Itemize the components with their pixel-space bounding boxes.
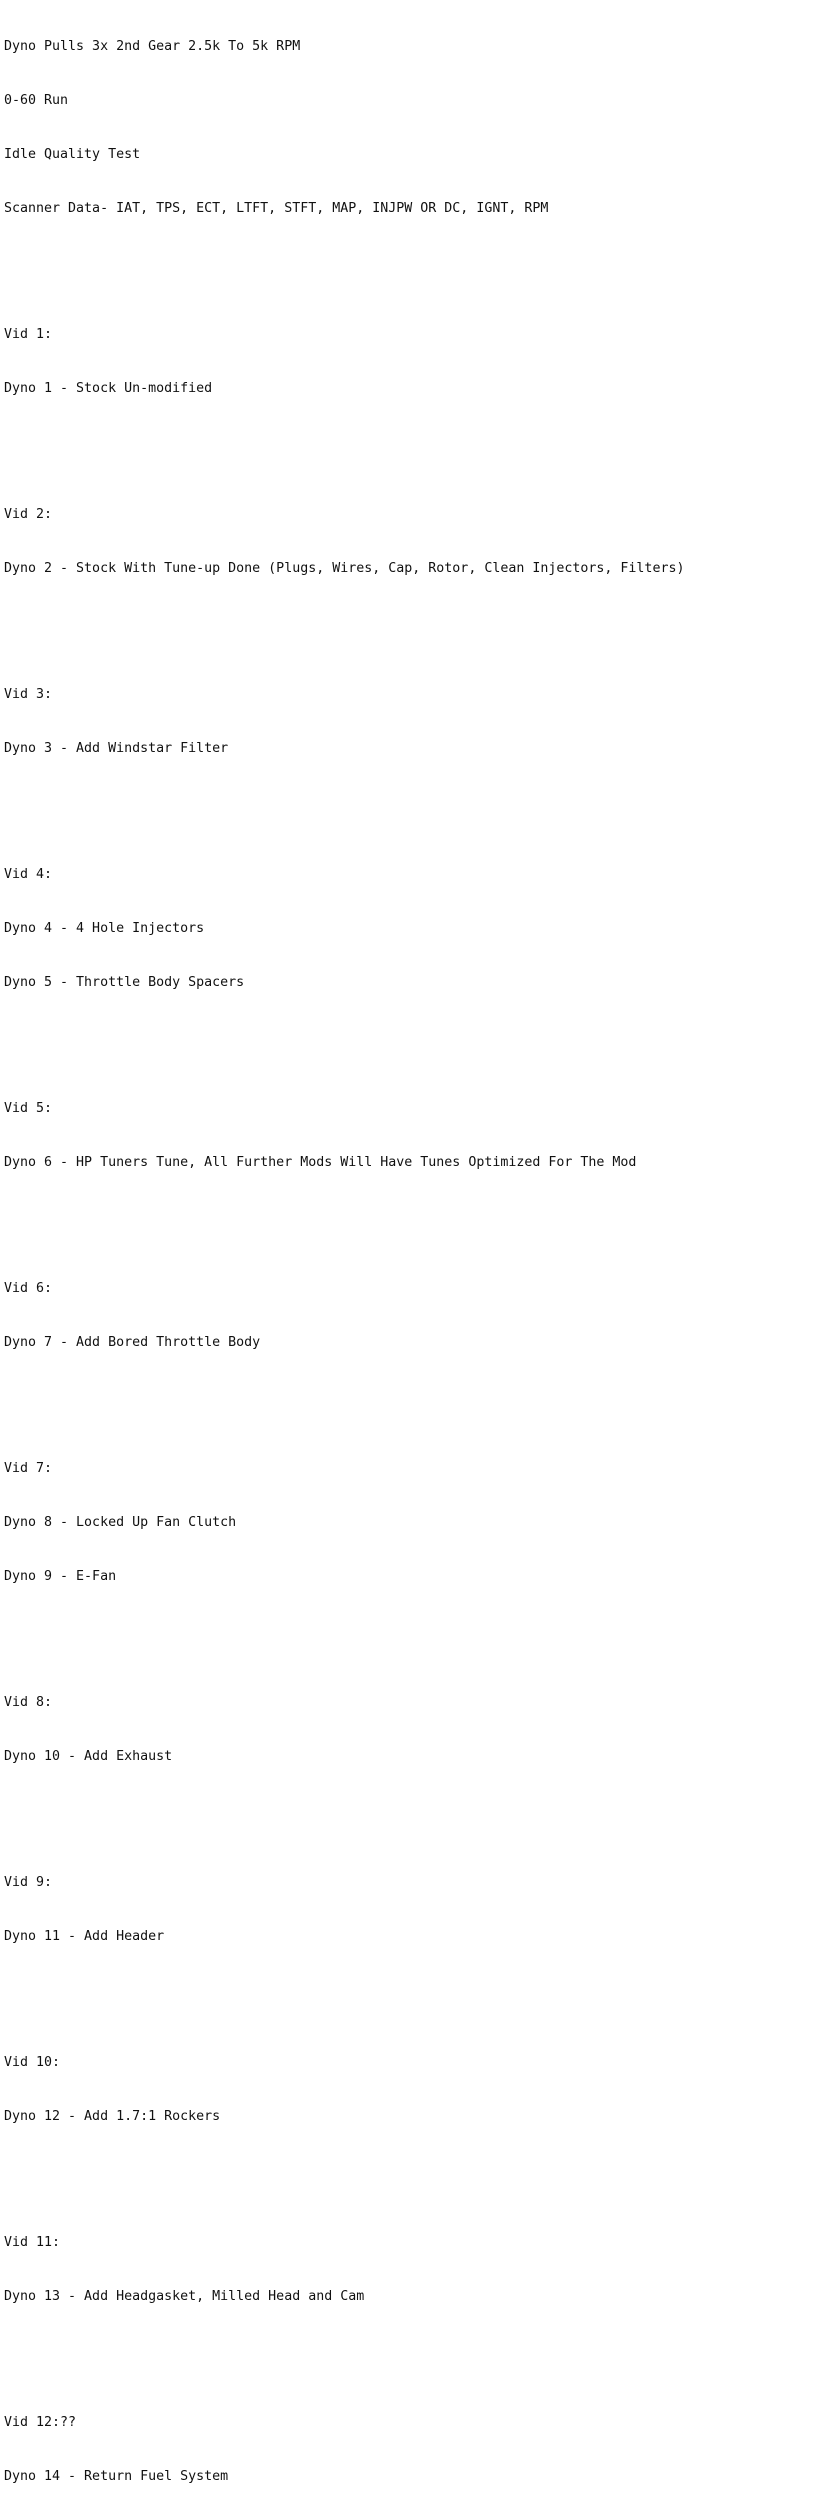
dyno-item: Dyno 7 - Add Bored Throttle Body <box>4 1335 261 1350</box>
dyno-item: Dyno 6 - HP Tuners Tune, All Further Mods Will Have Tunes Optimized For The Mod <box>4 1155 637 1170</box>
dyno-item: Dyno 4 - 4 Hole Injectors <box>4 921 205 936</box>
blank-line <box>4 2162 829 2180</box>
blank-line <box>4 1388 829 1406</box>
dyno-item: Dyno 9 - E-Fan <box>4 1569 117 1584</box>
blank-line <box>4 254 829 272</box>
intro-line: Dyno Pulls 3x 2nd Gear 2.5k To 5k RPM <box>4 39 301 54</box>
dyno-item: Dyno 13 - Add Headgasket, Milled Head and Cam <box>4 2289 365 2304</box>
vid-heading: Vid 4: <box>4 867 53 882</box>
dyno-item: Dyno 1 - Stock Un-modified <box>4 381 213 396</box>
intro-line: Idle Quality Test <box>4 147 141 162</box>
vid-heading: Vid 1: <box>4 327 53 342</box>
dyno-item: Dyno 10 - Add Exhaust <box>4 1749 173 1764</box>
blank-line <box>4 1208 829 1226</box>
vid-heading: Vid 8: <box>4 1695 53 1710</box>
intro-line: Scanner Data- IAT, TPS, ECT, LTFT, STFT, MAP, INJPW OR DC, IGNT, RPM <box>4 201 549 216</box>
dyno-item: Dyno 3 - Add Windstar Filter <box>4 741 229 756</box>
vid-heading: Vid 10: <box>4 2055 61 2070</box>
intro-line: 0-60 Run <box>4 93 69 108</box>
text-document[interactable] <box>4 2 829 2484</box>
vid-heading: Vid 2: <box>4 507 53 522</box>
dyno-item: Dyno 8 - Locked Up Fan Clutch <box>4 1515 237 1530</box>
vid-heading: Vid 12:?? <box>4 2415 77 2430</box>
vid-heading: Vid 7: <box>4 1461 53 1476</box>
dyno-item: Dyno 14 - Return Fuel System <box>4 2469 229 2484</box>
vid-heading: Vid 5: <box>4 1101 53 1116</box>
vid-heading: Vid 6: <box>4 1281 53 1296</box>
blank-line <box>4 434 829 452</box>
blank-line <box>4 1982 829 2000</box>
vid-heading: Vid 11: <box>4 2235 61 2250</box>
vid-heading: Vid 9: <box>4 1875 53 1890</box>
dyno-item: Dyno 12 - Add 1.7:1 Rockers <box>4 2109 221 2124</box>
blank-line <box>4 794 829 812</box>
blank-line <box>4 2342 829 2360</box>
blank-line <box>4 1802 829 1820</box>
blank-line <box>4 1028 829 1046</box>
blank-line <box>4 1622 829 1640</box>
dyno-item: Dyno 5 - Throttle Body Spacers <box>4 975 245 990</box>
vid-heading: Vid 3: <box>4 687 53 702</box>
blank-line <box>4 614 829 632</box>
dyno-item: Dyno 2 - Stock With Tune-up Done (Plugs, Wires, Cap, Rotor, Clean Injectors, Filters) <box>4 561 685 576</box>
dyno-item: Dyno 11 - Add Header <box>4 1929 165 1944</box>
